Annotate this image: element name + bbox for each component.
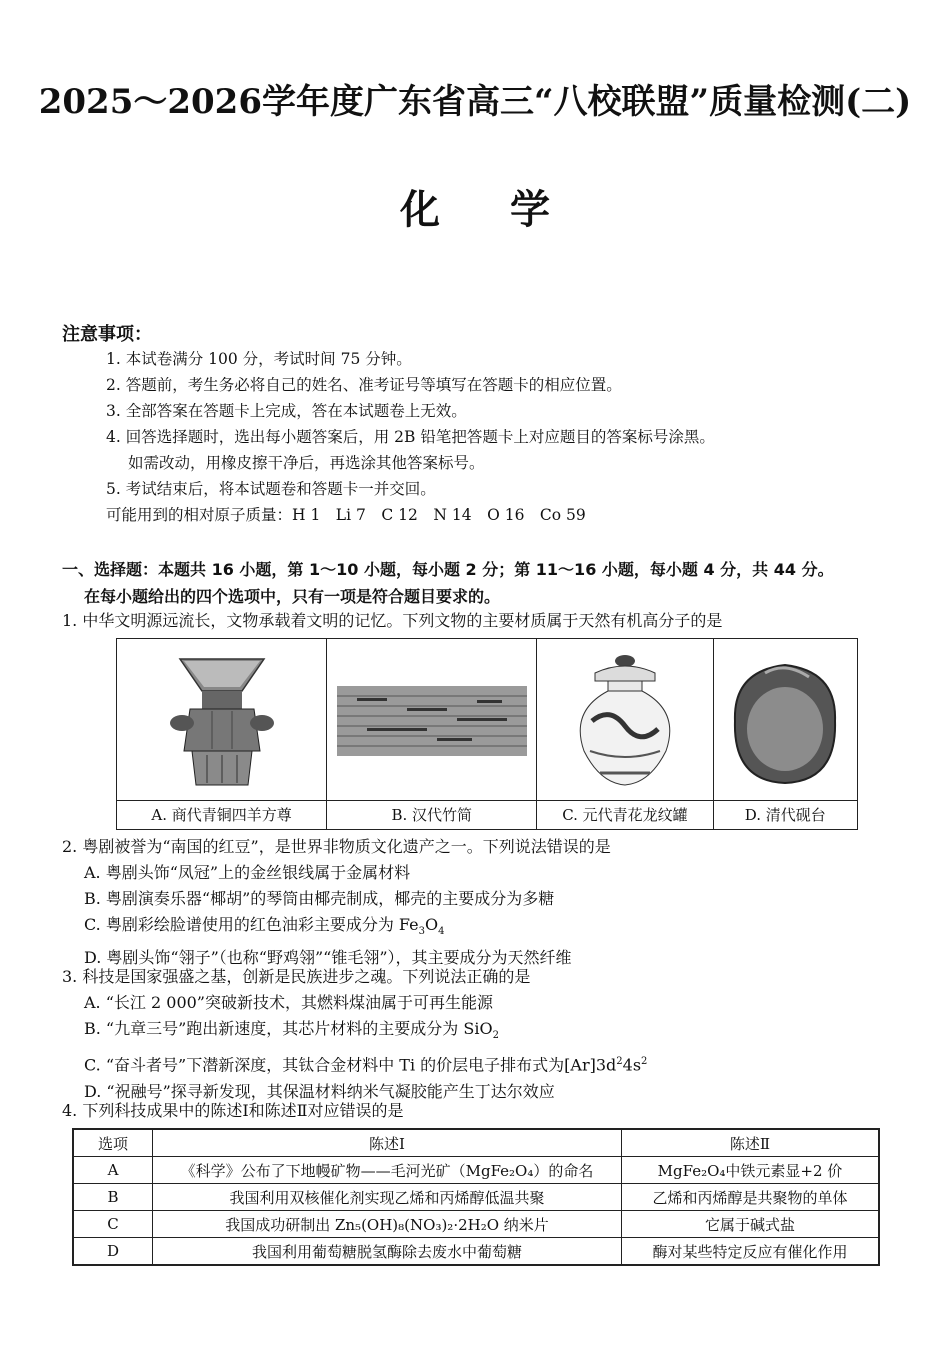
question-2-option-d: D. 粤剧头饰“翎子”（也称“野鸡翎”“锥毛翎”），其主要成分为天然纤维 [84,948,572,968]
option-a-cell [117,639,327,829]
notice-heading: 注意事项： [62,324,152,345]
notice-item: 3. 全部答案在答题卡上完成，答在本试题卷上无效。 [106,402,467,420]
table-cell: 酶对某些特定反应有催化作用 [622,1238,880,1266]
table-cell: 我国利用葡萄糖脱氢酶除去废水中葡萄糖 [153,1238,622,1266]
notice-item: 2. 答题前，考生务必将自己的姓名、准考证号等填写在答题卡的相应位置。 [106,376,622,394]
table-header: 陈述Ⅰ [153,1129,622,1157]
bronze-vessel-image [117,645,326,797]
table-cell: C [73,1211,153,1238]
table-cell: 乙烯和丙烯醇是共聚物的单体 [622,1184,880,1211]
question-2-stem: 2. 粤剧被誉为“南国的红豆”，是世界非物质文化遗产之一。下列说法错误的是 [62,837,611,856]
question-2-option-a: A. 粤剧头饰“凤冠”上的金丝银线属于金属材料 [84,863,411,882]
option-a-caption: A. 商代青铜四羊方尊 [117,800,326,829]
question-3 [62,964,922,1105]
option-b-caption: B. 汉代竹简 [327,800,536,829]
table-cell: 《科学》公布了下地幔矿物——毛河光矿（MgFe₂O₄）的命名 [153,1157,622,1184]
question-2-option-b: B. 粤剧演奏乐器“椰胡”的琴筒由椰壳制成，椰壳的主要成分为多糖 [84,889,555,908]
bamboo-slips-image [327,645,536,797]
question-3-stem: 3. 科技是国家强盛之基，创新是民族进步之魂。下列说法正确的是 [62,967,531,986]
table-cell: 它属于碱式盐 [622,1211,880,1238]
section-heading [62,556,922,610]
section-line-1: 一、选择题：本题共 16 小题，第 1～10 小题，每小题 2 分；第 11～16 小题，每小题 4 分，共 44 分。 [62,560,834,579]
table-row [73,1238,879,1266]
question-3-option-c: C. “奋斗者号”下潜新深度，其钛合金材料中 Ti 的价层电子排布式为$[Ar]3d^24s^2$ [84,1055,648,1075]
option-c-cell [537,639,713,829]
table-cell: 我国成功研制出 Zn₅(OH)₈(NO₃)₂·2H₂O 纳米片 [153,1211,622,1238]
question-3-option-b: B. “九章三号”跑出新速度，其芯片材料的主要成分为 SiO$_2$ [84,1019,499,1042]
subject-title: 化学 [400,186,620,233]
notice-item: 如需改动，用橡皮擦干净后，再选涂其他答案标号。 [128,454,485,472]
table-cell: MgFe₂O₄中铁元素显+2 价 [622,1157,880,1184]
option-d-cell [714,639,857,829]
table-row [73,1211,879,1238]
table-row [73,1184,879,1211]
notice-item: 5. 考试结束后，将本试题卷和答题卡一并交回。 [106,480,436,498]
notice-list [106,346,926,528]
question-2 [62,834,922,971]
question-1-stem: 1. 中华文明源远流长，文物承载着文明的记忆。下列文物的主要材质属于天然有机高分子的是 [62,611,723,630]
table-header: 陈述Ⅱ [622,1129,880,1157]
table-header: 选项 [73,1129,153,1157]
option-b-cell [327,639,537,829]
question-3-option-d: D. “祝融号”探寻新发现，其保温材料纳米气凝胶能产生丁达尔效应 [84,1081,555,1101]
table-cell: B [73,1184,153,1211]
inkstone-image [714,645,857,797]
atomic-mass-line: 可能用到的相对原子质量：H 1 Li 7 C 12 N 14 O 16 Co 59 [106,506,586,524]
question-2-option-c: C. 粤剧彩绘脸谱使用的红色油彩主要成分为 $Fe_3O_4$ [84,915,445,938]
notice-item: 4. 回答选择题时，选出每小题答案后，用 2B 铅笔把答题卡上对应题目的答案标号涂黑。 [106,428,715,446]
exam-title: 2025～2026学年度广东省高三“八校联盟”质量检测(二) [38,82,912,122]
section-line-2: 在每小题给出的四个选项中，只有一项是符合题目要求的。 [84,587,501,606]
question-1-image-table [116,638,858,830]
table-cell: A [73,1157,153,1184]
table-cell: 我国利用双核催化剂实现乙烯和丙烯醇低温共聚 [153,1184,622,1211]
question-4-table [72,1128,880,1266]
option-d-caption: D. 清代砚台 [714,800,857,829]
question-4-stem: 4. 下列科技成果中的陈述Ⅰ和陈述Ⅱ对应错误的是 [62,1101,404,1120]
question-3-option-a: A. “长江 2 000”突破新技术，其燃料煤油属于可再生能源 [84,993,493,1012]
table-row [73,1157,879,1184]
option-c-caption: C. 元代青花龙纹罐 [537,800,712,829]
table-header-row [73,1129,879,1157]
notice-item: 1. 本试卷满分 100 分，考试时间 75 分钟。 [106,350,412,368]
porcelain-jar-image [537,645,712,797]
table-cell: D [73,1238,153,1266]
